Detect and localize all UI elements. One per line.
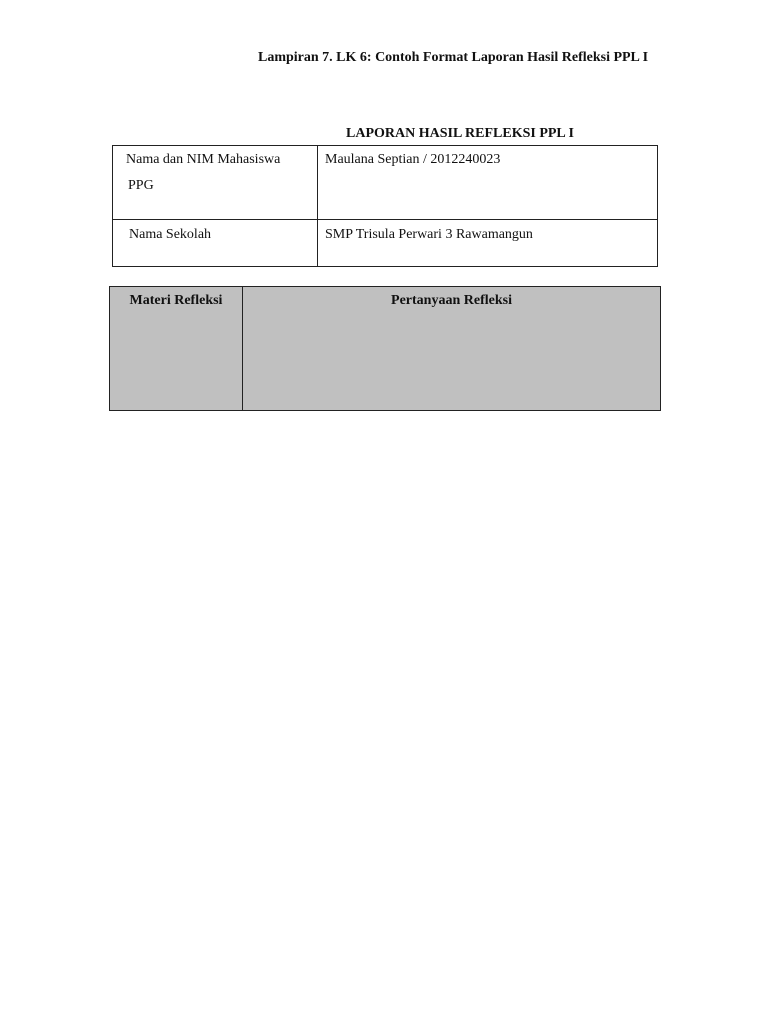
school-label: Nama Sekolah bbox=[129, 227, 212, 242]
reflection-material-header: Materi Refleksi bbox=[129, 293, 223, 308]
identity-value-cell bbox=[318, 146, 657, 219]
reflection-question-header: Pertanyaan Refleksi bbox=[391, 293, 512, 308]
report-title: LAPORAN HASIL REFLEKSI PPL I bbox=[346, 126, 574, 141]
document-header: Lampiran 7. LK 6: Contoh Format Laporan Hasil Refleksi PPL I bbox=[258, 50, 649, 65]
reflection-table bbox=[109, 286, 661, 411]
student-label-line-1: Nama dan NIM Mahasiswa bbox=[126, 152, 281, 167]
school-value: SMP Trisula Perwari 3 Rawamangun bbox=[325, 227, 533, 242]
identity-row-student bbox=[113, 146, 657, 220]
identity-row-school bbox=[113, 220, 657, 267]
identity-table bbox=[112, 145, 658, 267]
identity-label-cell bbox=[113, 146, 318, 219]
student-name-nim-value: Maulana Septian / 2012240023 bbox=[325, 152, 501, 167]
reflection-material-column bbox=[110, 287, 243, 410]
identity-label-cell bbox=[113, 220, 318, 267]
reflection-question-column bbox=[243, 287, 660, 410]
student-label-line-2: PPG bbox=[128, 178, 154, 193]
identity-value-cell bbox=[318, 220, 657, 267]
